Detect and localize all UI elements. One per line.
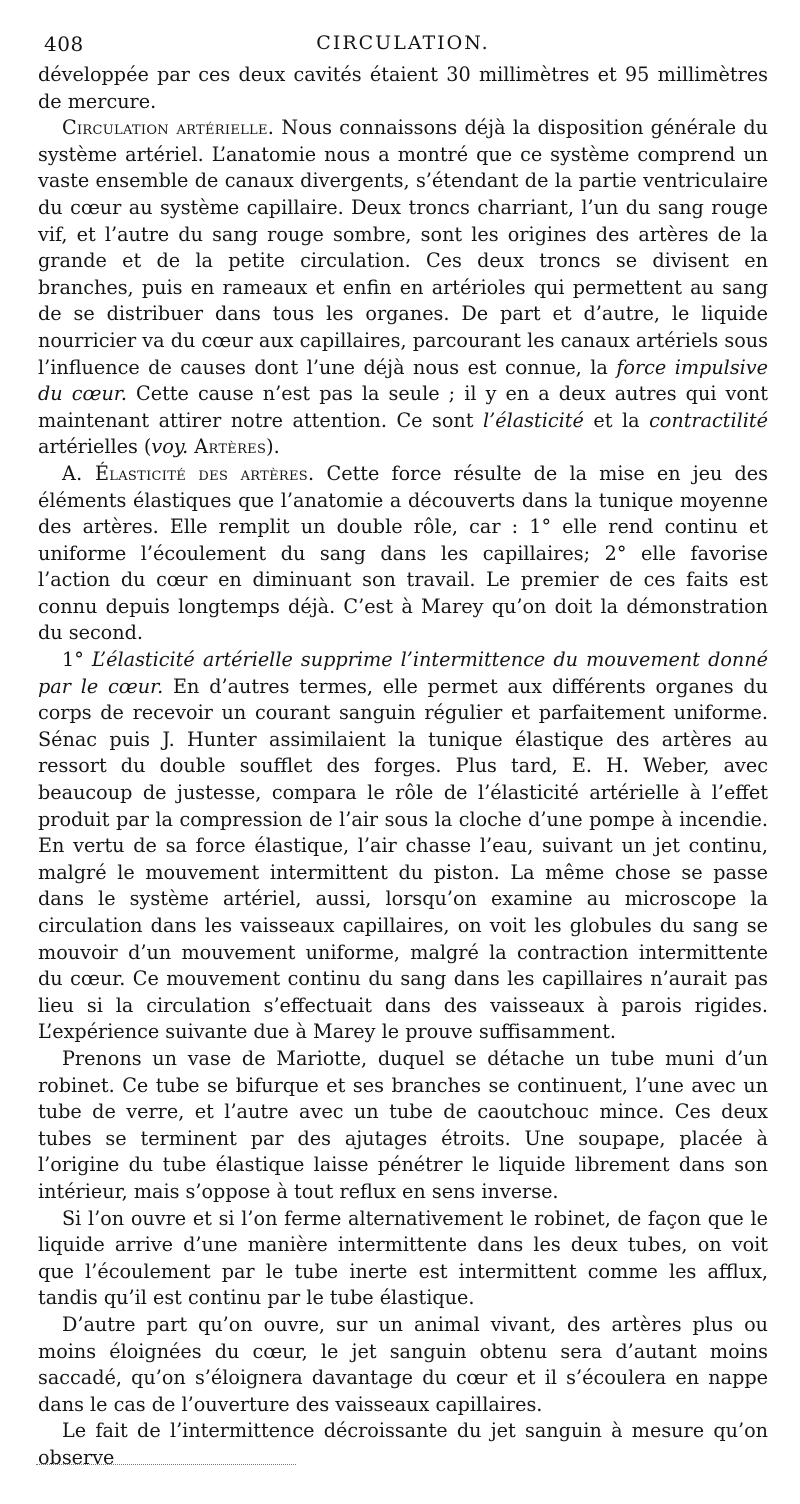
italic-voy: voy. [151, 435, 189, 459]
section-heading-circulation-arterielle: Circulation artérielle. [62, 116, 275, 140]
book-page [38, 26, 768, 1471]
paragraph-elasticite-des-arteres [38, 461, 768, 647]
body-text [38, 62, 768, 1471]
paragraph-robinet: Si l’on ouvre et si l’on ferme alternativement le robinet, de façon que le liquide arrive d’une manière intermittente dans les deux tubes, on voit que l’écoulement par le tube inerte est intermittent comme les afflux, tandis qu’il est continu par le tube élastique. [38, 1206, 768, 1310]
paragraph-2-text-b: Cette cause n’est pas la seule ; il y en a deux autres qui vont maintenant attirer notre attention. Ce sont [38, 382, 768, 432]
paragraph-mariotte: Prenons un vase de Mariotte, duquel se détache un tube muni d’un robinet. Ce tube se bifurque et ses branches se continuent, l’une avec un tube de verre, et l’autre avec un tube de caoutchouc mince. Ces deux tubes se terminent par des ajutages étroits. Une soupape, placée à l’origine du tube élastique laisse pénétrer le liquide librement dans son intérieur, mais s’oppose à tout reflux en sens inverse. [38, 1046, 768, 1203]
page-header [38, 26, 768, 62]
paragraph-2-text-a: Nous connaissons déjà la disposition générale du système artériel. L’anatomie nous a montré que ce système comprend un vaste ensemble de canaux divergents, s’étendant de la partie ventriculaire du cœur au système capillaire. Deux troncs charriant, l’un du sang rouge vif, et l’autre du sang rouge sombre, sont les origines des artères de la grande et de la petite circulation. Ces deux troncs se divisent en branches, puis en rameaux et enfin en artérioles qui permettent au sang de se distribuer dans tous les organes. De part et d’autre, le liquide nourricier va du cœur aux capillaires, parcourant les canaux artériels sous l’influence de causes dont l’une déjà nous est connue, la [38, 116, 769, 379]
running-title: CIRCULATION. [316, 32, 490, 54]
paragraph-intermittence-decroissante: Le fait de l’intermittence décroissante du jet sanguin à mesure qu’on observe [38, 1419, 768, 1469]
paragraph-3-text: Cette force résulte de la mise en jeu des éléments élastiques que l’anatomie a découverts dans la tunique moyenne des artères. Elle remplit un double rôle, car : 1° elle rend continu et uniforme l’écoulement du sang dans les capillaires; 2° elle favorise l’action du cœur en diminuant son travail. Le premier de ces faits est connu depuis longtemps déjà. C’est à Marey qu’on doit la démonstration du second. [38, 461, 768, 645]
paragraph-2-text-d: artérielles ( [38, 435, 152, 459]
cross-reference-arteres: Artères [194, 435, 267, 459]
italic-elasticite: l’élasticité [483, 408, 584, 432]
paragraph-intermittence [38, 647, 768, 1046]
italic-force-impulsive: force impulsive du cœur. [38, 355, 768, 406]
section-heading-elasticite: A. Élasticité des artères. [62, 461, 315, 485]
paragraph-2-text-c: et la [583, 408, 650, 432]
paragraph-1: développée par ces deux cavités étaient 30 millimètres et 95 millimètres de mercure. [38, 63, 768, 113]
paragraph-2-text-e: ). [266, 435, 280, 459]
paragraph-animal-vivant: D’autre part qu’on ouvre, sur un animal vivant, des artères plus ou moins éloignées du cœur, le jet sanguin obtenu sera d’autant moins saccadé, qu’on s’éloignera davantage du cœur et il s’écoulera en nappe dans le cas de l’ouverture des vaisseaux capillaires. [38, 1312, 768, 1416]
paragraph-4-text: En d’autres termes, elle permet aux différents organes du corps de recevoir un courant sanguin régulier et parfaitement uniforme. Sénac puis J. Hunter assimilaient la tunique élastique des artères au ressort du double soufflet des forges. Plus tard, E. H. Weber, avec beaucoup de justesse, compara le rôle de l’élasticité artérielle à l’effet produit par la compression de l’air sous la cloche d’une pompe à incendie. En vertu de sa force élastique, l’air chasse l’eau, suivant un jet continu, malgré le mouvement intermittent du piston. La même chose se passe dans le système artériel, aussi, lorsqu’on examine au microscope la circulation dans les vaisseaux capillaires, on voit les globules du sang se mouvoir d’un mouvement uniforme, malgré la contraction intermittente du cœur. Ce mouvement continu du sang dans les capillaires n’aurait pas lieu si la circulation s’effectuait dans des vaisseaux à parois rigides. L’expérience suivante due à Marey le prouve suffisamment. [38, 674, 768, 1044]
page-number: 408 [44, 32, 84, 56]
footer-dotted-rule [36, 1464, 296, 1465]
italic-proposition-1: L’élasticité artérielle supprime l’intermittence du mouvement donné par le cœur. [38, 648, 769, 698]
italic-contractilite: contractilité [649, 408, 768, 432]
list-number-1: 1° [62, 648, 92, 672]
paragraph-circulation-arterielle [38, 115, 768, 461]
